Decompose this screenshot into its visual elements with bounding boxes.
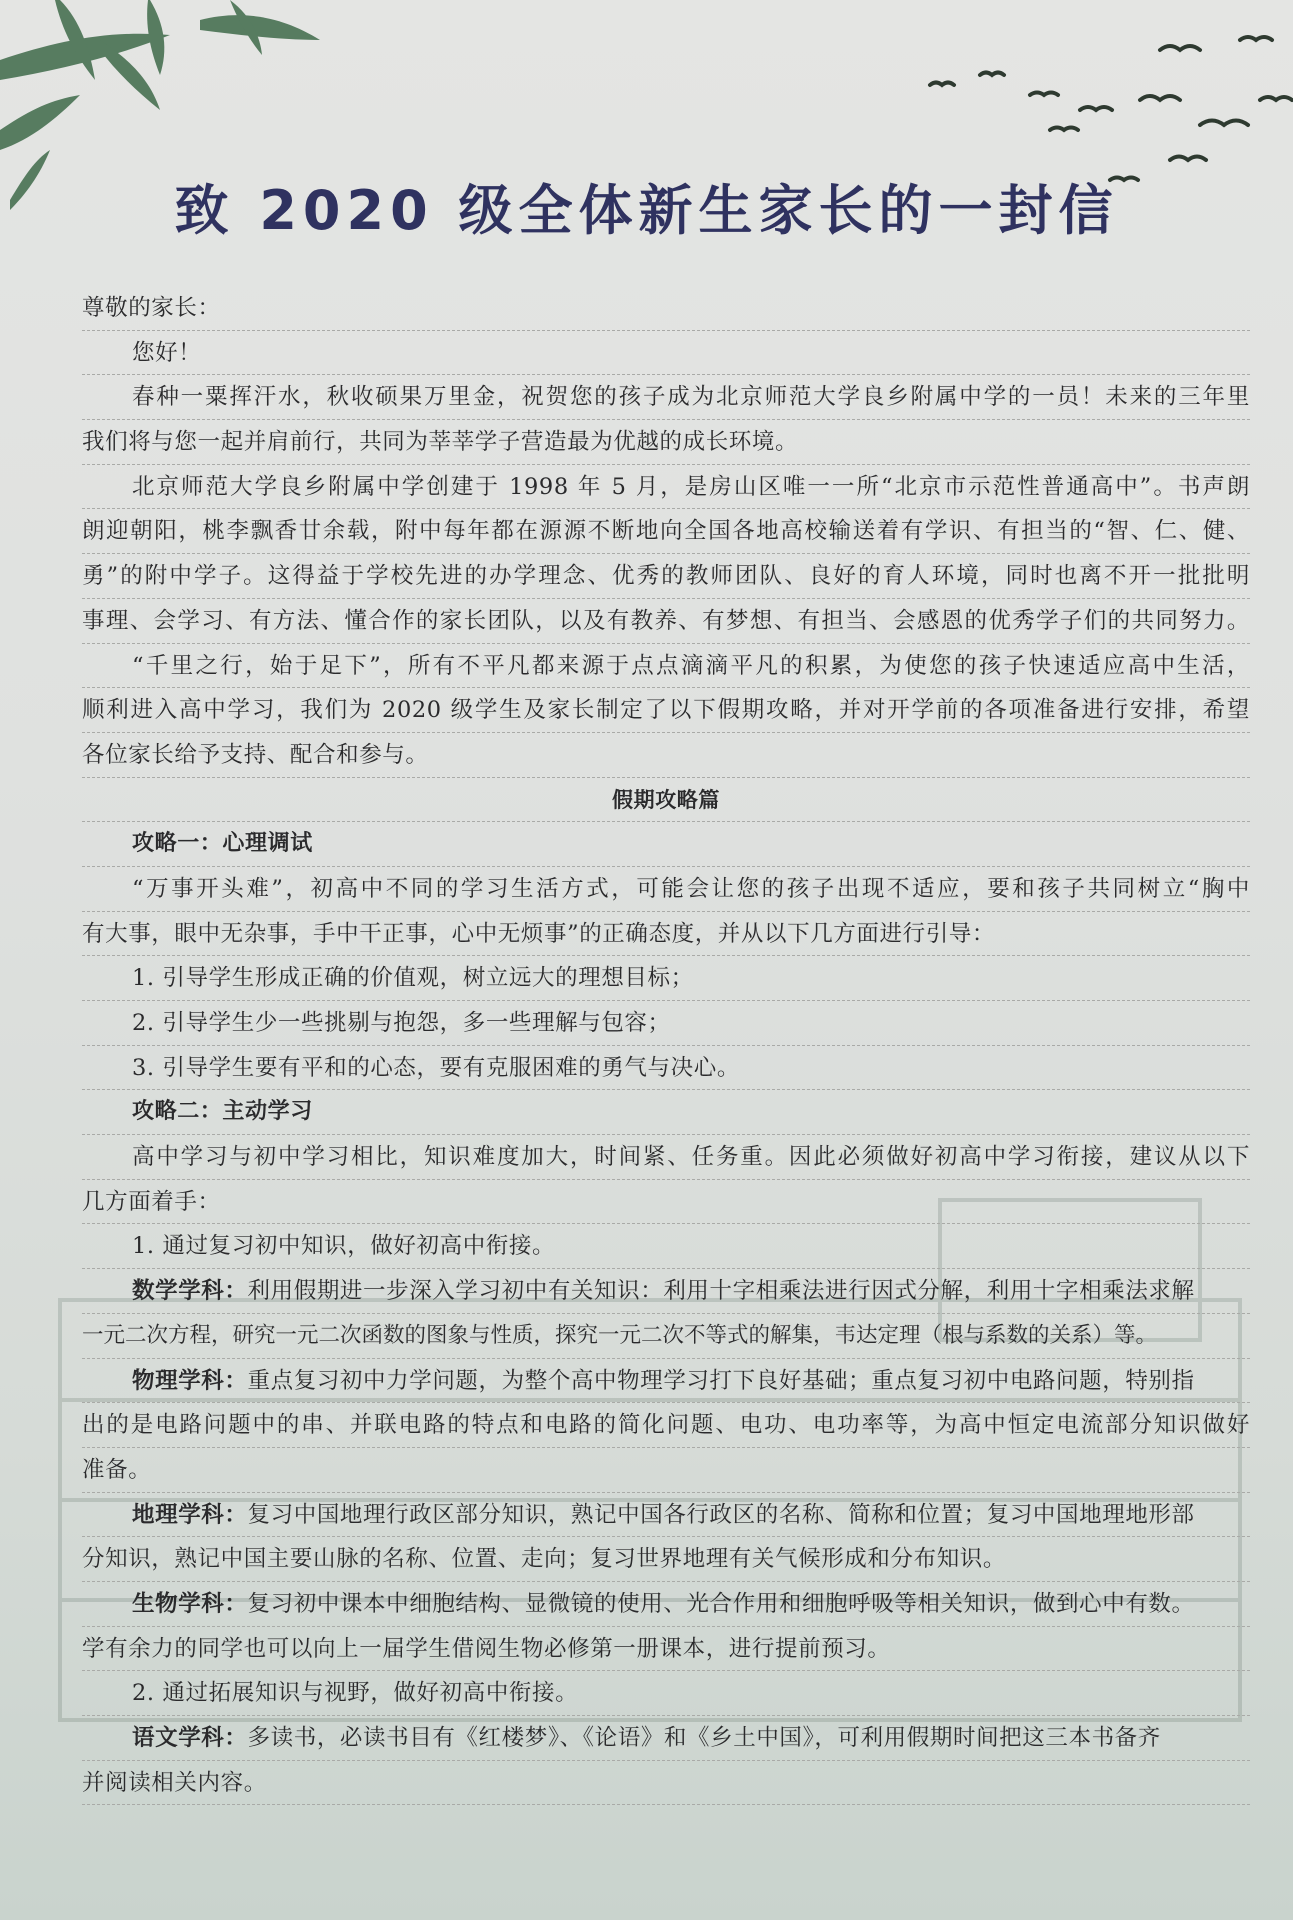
page-title: 致 2020 级全体新生家长的一封信	[174, 179, 1119, 242]
text-line: 朗迎朝阳，桃李飘香廿余载，附中每年都在源源不断地向全国各地高校输送着有学识、有担当的“智、仁、健、	[82, 509, 1250, 554]
text-line: 我们将与您一起并肩前行，共同为莘莘学子营造最为优越的成长环境。	[82, 420, 1250, 465]
subject-text: 重点复习初中力学问题，为整个高中物理学习打下良好基础；重点复习初中电路问题，特别指	[247, 1367, 1195, 1394]
text-line: 高中学习与初中学习相比，知识难度加大，时间紧、任务重。因此必须做好初高中学习衔接，建议从以下	[82, 1135, 1250, 1180]
list-item: 1. 通过复习初中知识，做好初高中衔接。	[82, 1224, 1250, 1269]
text-line: 学有余力的同学也可以向上一届学生借阅生物必修第一册课本，进行提前预习。	[82, 1627, 1250, 1672]
biology-subject-line	[82, 1582, 1250, 1627]
subject-label: 语文学科：	[132, 1725, 248, 1751]
text-line: 北京师范大学良乡附属中学创建于 1998 年 5 月，是房山区唯一一所“北京市示范性普通高中”。书声朗	[82, 465, 1250, 510]
text-line: 春种一粟挥汗水，秋收硕果万里金，祝贺您的孩子成为北京师范大学良乡附属中学的一员！未来的三年里	[82, 375, 1250, 420]
list-item: 1. 引导学生形成正确的价值观，树立远大的理想目标；	[82, 956, 1250, 1001]
geography-subject-line	[82, 1493, 1250, 1538]
subject-text: 利用假期进一步深入学习初中有关知识：利用十字相乘法进行因式分解，利用十字相乘法求解	[247, 1278, 1195, 1305]
text-line: 事理、会学习、有方法、懂合作的家长团队，以及有教养、有梦想、有担当、会感恩的优秀学子们的共同努力。	[82, 599, 1250, 644]
text-line: 分知识，熟记中国主要山脉的名称、位置、走向；复习世界地理有关气候形成和分布知识。	[82, 1537, 1250, 1582]
greeting: 您好！	[82, 331, 1250, 376]
list-item: 3. 引导学生要有平和的心态，要有克服困难的勇气与决心。	[82, 1046, 1250, 1091]
salutation: 尊敬的家长：	[82, 286, 1250, 331]
text-line: 几方面着手：	[82, 1180, 1250, 1225]
text-line: 各位家长给予支持、配合和参与。	[82, 733, 1250, 778]
chinese-subject-line	[82, 1716, 1250, 1761]
list-item: 2. 引导学生少一些挑剔与抱怨，多一些理解与包容；	[82, 1001, 1250, 1046]
list-item: 2. 通过拓展知识与视野，做好初高中衔接。	[82, 1671, 1250, 1716]
bamboo-bird-decoration-icon	[0, 0, 1293, 300]
subject-label: 数学学科：	[132, 1278, 248, 1305]
text-line: 顺利进入高中学习，我们为 2020 级学生及家长制定了以下假期攻略，并对开学前的各项准备进行安排，希望	[82, 688, 1250, 733]
text-line: 一元二次方程，研究一元二次函数的图象与性质，探究一元二次不等式的解集，韦达定理（根与系数的关系）等。	[82, 1314, 1250, 1359]
subject-label: 地理学科：	[132, 1501, 248, 1528]
text-line: 出的是电路问题中的串、并联电路的特点和电路的简化问题、电功、电功率等，为高中恒定电流部分知识做好	[82, 1403, 1250, 1448]
letter-body	[82, 286, 1250, 1805]
text-line: “万事开头难”，初高中不同的学习生活方式，可能会让您的孩子出现不适应，要和孩子共同树立“胸中	[82, 867, 1250, 912]
text-line: 勇”的附中学子。这得益于学校先进的办学理念、优秀的教师团队、良好的育人环境，同时也离不开一批批明	[82, 554, 1250, 599]
strategy-heading-1: 攻略一：心理调试	[82, 822, 1250, 867]
text-line: “千里之行，始于足下”，所有不平凡都来源于点点滴滴平凡的积累，为使您的孩子快速适应高中生活，	[82, 644, 1250, 689]
physics-subject-line	[82, 1359, 1250, 1404]
text-line: 并阅读相关内容。	[82, 1761, 1250, 1806]
subject-text: 复习中国地理行政区部分知识，熟记中国各行政区的名称、简称和位置；复习中国地理地形部	[247, 1501, 1195, 1528]
subject-label: 物理学科：	[132, 1367, 248, 1394]
math-subject-line	[82, 1269, 1250, 1314]
text-line: 准备。	[82, 1448, 1250, 1493]
text-line: 有大事，眼中无杂事，手中干正事，心中无烦事”的正确态度，并从以下几方面进行引导：	[82, 912, 1250, 957]
subject-text: 多读书，必读书目有《红楼梦》、《论语》和《乡土中国》，可利用假期时间把这三本书备齐	[247, 1725, 1161, 1751]
strategy-heading-2: 攻略二：主动学习	[82, 1090, 1250, 1135]
subject-text: 复习初中课本中细胞结构、显微镜的使用、光合作用和细胞呼吸等相关知识，做到心中有数。	[247, 1590, 1195, 1617]
section-title: 假期攻略篇	[82, 778, 1250, 823]
subject-label: 生物学科：	[132, 1590, 248, 1617]
